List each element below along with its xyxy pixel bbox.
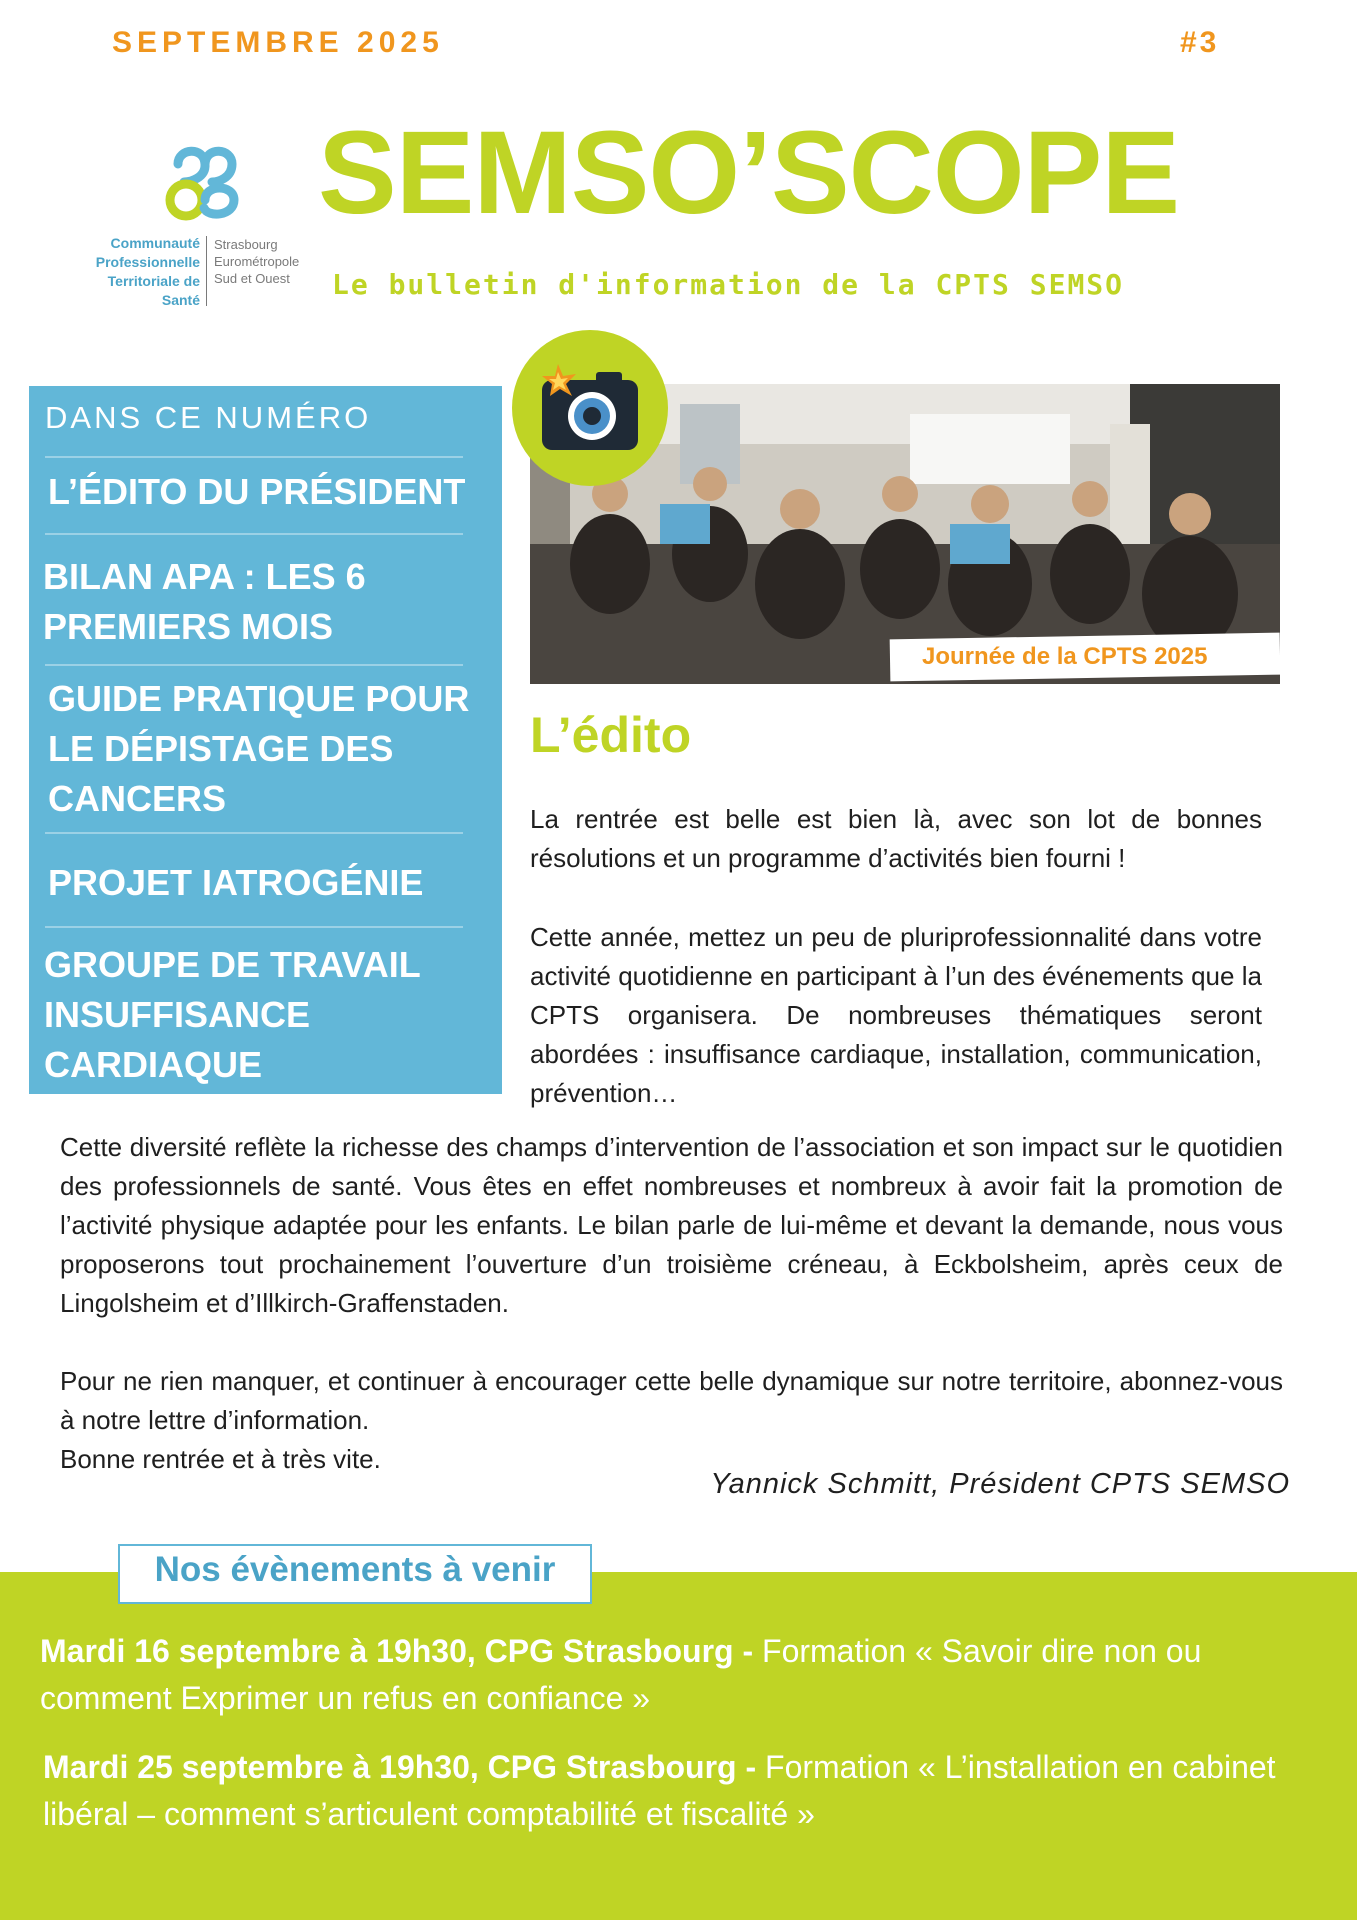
cpts-logo-icon [160,138,250,224]
toc-separator [45,456,463,458]
camera-icon [538,362,642,454]
logo-divider [206,236,207,306]
issue-date: SEPTEMBRE 2025 [112,26,444,59]
edito-heading: L’édito [530,707,692,763]
toc-item-iatrogenie[interactable]: PROJET IATROGÉNIE [48,862,424,903]
event-date-location: Mardi 16 septembre à 19h30, CPG Strasbourg - [40,1633,754,1669]
toc-separator [45,832,463,834]
logo-line: Strasbourg [214,237,278,252]
logo-text-left [76,234,200,310]
logo-line: Sud et Ouest [214,271,290,286]
edito-paragraph: Bonne rentrée et à très vite. [60,1444,381,1474]
masthead-subtitle: Le bulletin d'information de la CPTS SEMSO [332,268,1125,301]
edito-paragraph: La rentrée est belle est bien là, avec son lot de bonnes résolutions et un programme d’activités bien fourni ! [530,804,1262,873]
toc-item-bilan-apa[interactable]: BILAN APA : LES 6 PREMIERS MOIS [43,556,366,647]
toc-separator [45,664,463,666]
toc-item-insuffisance-cardiaque[interactable]: GROUPE DE TRAVAIL INSUFFISANCE CARDIAQUE [44,944,421,1085]
edito-paragraph: Cette diversité reflète la richesse des champs d’intervention de l’association et son impact sur le quotidien des professionnels de santé. Vous êtes en effet nombreuses et nombreux à avoir fait la promotion de l’activité physique adaptée pour les enfants. Le bilan parle de lui-même et devant la demande, nous vous proposerons tout prochainement l’ouverture d’un troisième créneau, à Eckbolsheim, après ceux de Lingolsheim et d’Illkirch-Graffenstaden. [60,1132,1283,1318]
logo-text-right [214,236,324,287]
event-item [40,1628,1330,1722]
logo-line: Professionnelle [95,254,200,270]
edito-paragraph: Cette année, mettez un peu de pluriprofessionnalité dans votre activité quotidienne en participant à l’un des événements que la CPTS organisera. De nombreuses thématiques seront abordées : insuffisance cardiaque, installation, communication, prévention… [530,922,1262,1108]
logo-line: Eurométropole [214,254,300,269]
event-description: Formation « Savoir dire non ou comment Exprimer un refus en confiance » [40,1633,1202,1716]
toc-heading: DANS CE NUMÉRO [45,400,372,435]
masthead-title: SEMSO’SCOPE [318,107,1180,239]
toc-separator [45,533,463,535]
toc-item-guide-depistage[interactable]: GUIDE PRATIQUE POUR LE DÉPISTAGE DES CANCERS [48,678,470,819]
toc-item-edito[interactable]: L’ÉDITO DU PRÉSIDENT [48,471,466,512]
logo-line: Territoriale de [107,273,200,289]
event-item [43,1744,1333,1838]
logo-line: Communauté [110,235,200,251]
edito-signature: Yannick Schmitt, Président CPTS SEMSO [710,1468,1290,1500]
edito-paragraph: Pour ne rien manquer, et continuer à encourager cette belle dynamique sur notre territoire, abonnez-vous à notre lettre d’information. [60,1366,1283,1435]
toc-separator [45,926,463,928]
event-date-location: Mardi 25 septembre à 19h30, CPG Strasbourg - [43,1749,757,1785]
issue-number: #3 [1180,26,1220,59]
photo-caption: Journée de la CPTS 2025 [922,643,1208,670]
events-title: Nos évènements à venir [154,1550,556,1589]
logo-line: Santé [161,292,200,308]
event-description: Formation « L’installation en cabinet libéral – comment s’articulent comptabilité et fiscalité » [43,1749,1276,1832]
